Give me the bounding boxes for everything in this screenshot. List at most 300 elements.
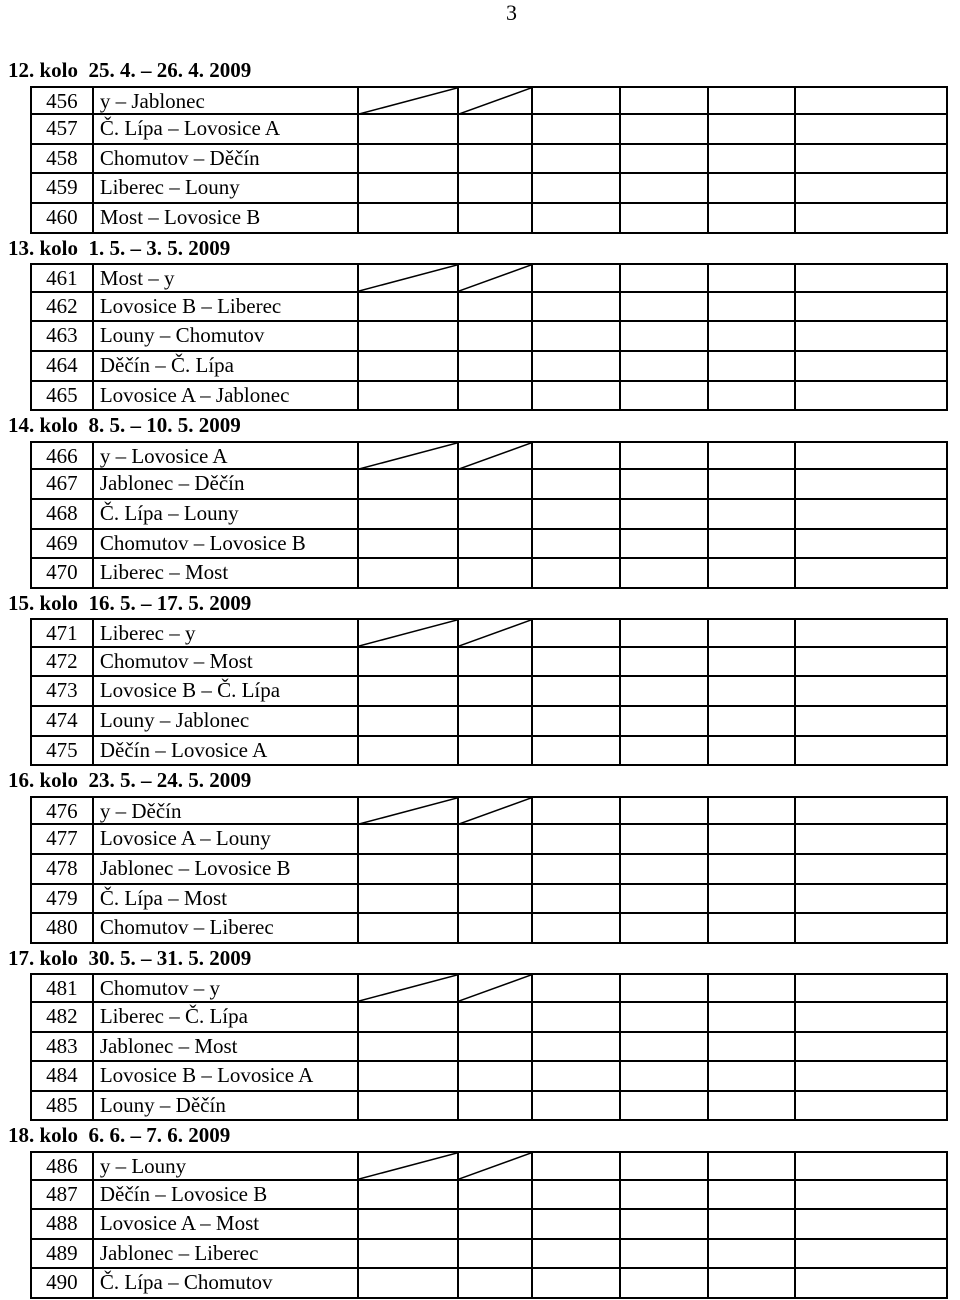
empty-cell [533, 620, 621, 646]
empty-cell [533, 88, 621, 114]
match-row [30, 737, 948, 767]
match-row [30, 1151, 948, 1181]
match-number: 477 [32, 825, 94, 853]
score-cell [459, 559, 533, 587]
empty-cell [533, 677, 621, 705]
score-cell [459, 1153, 533, 1179]
match-teams: Č. Lípa – Louny [94, 500, 359, 528]
empty-cell [796, 798, 948, 824]
match-row [30, 1210, 948, 1240]
empty-cell [621, 382, 709, 410]
empty-cell [621, 975, 709, 1001]
empty-cell [533, 322, 621, 350]
fixture-list [0, 56, 960, 1299]
empty-cell [709, 559, 797, 587]
match-row [30, 352, 948, 382]
match-row [30, 382, 948, 412]
strike-line [459, 620, 531, 646]
score-cell [359, 1062, 459, 1090]
match-number: 484 [32, 1062, 94, 1090]
match-teams: Jablonec – Děčín [94, 470, 359, 498]
score-cell [359, 559, 459, 587]
empty-cell [796, 737, 948, 765]
empty-cell [533, 1092, 621, 1120]
score-cell [459, 798, 533, 824]
match-number: 468 [32, 500, 94, 528]
empty-cell [796, 855, 948, 883]
match-teams: Liberec – Č. Lípa [94, 1003, 359, 1031]
empty-cell [709, 293, 797, 321]
match-number: 482 [32, 1003, 94, 1031]
match-teams: Chomutov – Lovosice B [94, 530, 359, 558]
empty-cell [621, 352, 709, 380]
score-cell [459, 737, 533, 765]
empty-cell [533, 975, 621, 1001]
empty-cell [796, 115, 948, 143]
empty-cell [709, 382, 797, 410]
match-row [30, 530, 948, 560]
match-number: 458 [32, 145, 94, 173]
empty-cell [709, 1033, 797, 1061]
empty-cell [621, 500, 709, 528]
score-cell [359, 500, 459, 528]
match-number: 474 [32, 707, 94, 735]
match-number: 488 [32, 1210, 94, 1238]
empty-cell [533, 737, 621, 765]
match-row [30, 1269, 948, 1299]
empty-cell [533, 1033, 621, 1061]
score-cell [459, 352, 533, 380]
empty-cell [621, 559, 709, 587]
empty-cell [621, 322, 709, 350]
match-number: 475 [32, 737, 94, 765]
match-teams: Č. Lípa – Lovosice A [94, 115, 359, 143]
empty-cell [796, 443, 948, 469]
round-header: 18. kolo 6. 6. – 7. 6. 2009 [8, 1123, 231, 1148]
empty-cell [533, 443, 621, 469]
match-number: 467 [32, 470, 94, 498]
score-cell [459, 1092, 533, 1120]
score-cell [359, 677, 459, 705]
score-cell [459, 115, 533, 143]
match-number: 486 [32, 1153, 94, 1179]
match-number: 476 [32, 798, 94, 824]
match-number: 483 [32, 1033, 94, 1061]
match-row [30, 86, 948, 116]
score-cell [459, 530, 533, 558]
empty-cell [621, 1153, 709, 1179]
score-cell [359, 975, 459, 1001]
empty-cell [533, 855, 621, 883]
round-header: 12. kolo 25. 4. – 26. 4. 2009 [8, 58, 252, 82]
empty-cell [533, 707, 621, 735]
empty-cell [533, 1062, 621, 1090]
empty-cell [709, 265, 797, 291]
score-cell [459, 1269, 533, 1297]
empty-cell [533, 1210, 621, 1238]
match-teams: Most – Lovosice B [94, 204, 359, 232]
strike-line [459, 443, 531, 469]
score-cell [359, 885, 459, 913]
empty-cell [533, 885, 621, 913]
match-teams: Lovosice B – Č. Lípa [94, 677, 359, 705]
score-cell [459, 470, 533, 498]
strike-line [359, 443, 457, 469]
match-number: 457 [32, 115, 94, 143]
empty-cell [533, 825, 621, 853]
match-teams: Louny – Děčín [94, 1092, 359, 1120]
empty-cell [533, 470, 621, 498]
score-cell [359, 855, 459, 883]
match-teams: Jablonec – Most [94, 1033, 359, 1061]
match-teams: Liberec – Most [94, 559, 359, 587]
score-cell [459, 204, 533, 232]
match-teams: Lovosice B – Liberec [94, 293, 359, 321]
empty-cell [709, 115, 797, 143]
match-number: 459 [32, 174, 94, 202]
match-row [30, 1062, 948, 1092]
empty-cell [709, 204, 797, 232]
empty-cell [533, 1240, 621, 1268]
empty-cell [533, 1153, 621, 1179]
match-row [30, 470, 948, 500]
match-number: 465 [32, 382, 94, 410]
empty-cell [709, 914, 797, 942]
empty-cell [796, 1153, 948, 1179]
score-cell [359, 293, 459, 321]
score-cell [459, 1062, 533, 1090]
match-teams: y – Louny [94, 1153, 359, 1179]
score-cell [359, 115, 459, 143]
match-row [30, 648, 948, 678]
empty-cell [709, 352, 797, 380]
score-cell [359, 620, 459, 646]
round-header: 17. kolo 30. 5. – 31. 5. 2009 [8, 945, 252, 970]
empty-cell [709, 1003, 797, 1031]
empty-cell [709, 677, 797, 705]
empty-cell [796, 620, 948, 646]
empty-cell [709, 798, 797, 824]
empty-cell [621, 115, 709, 143]
score-cell [359, 737, 459, 765]
empty-cell [621, 1003, 709, 1031]
score-cell [459, 322, 533, 350]
empty-cell [621, 707, 709, 735]
round-header: 16. kolo 23. 5. – 24. 5. 2009 [8, 768, 252, 793]
match-number: 464 [32, 352, 94, 380]
empty-cell [709, 530, 797, 558]
match-row [30, 973, 948, 1003]
empty-cell [709, 1269, 797, 1297]
score-cell [459, 265, 533, 291]
match-row [30, 500, 948, 530]
score-cell [459, 293, 533, 321]
empty-cell [709, 88, 797, 114]
empty-cell [709, 648, 797, 676]
empty-cell [709, 322, 797, 350]
empty-cell [709, 885, 797, 913]
score-cell [359, 648, 459, 676]
empty-cell [621, 914, 709, 942]
empty-cell [796, 1210, 948, 1238]
empty-cell [621, 648, 709, 676]
empty-cell [533, 798, 621, 824]
score-cell [359, 1240, 459, 1268]
empty-cell [796, 382, 948, 410]
empty-cell [796, 1033, 948, 1061]
match-row [30, 855, 948, 885]
empty-cell [796, 145, 948, 173]
score-cell [459, 174, 533, 202]
empty-cell [796, 174, 948, 202]
match-teams: Chomutov – Liberec [94, 914, 359, 942]
score-cell [359, 352, 459, 380]
empty-cell [621, 677, 709, 705]
empty-cell [621, 825, 709, 853]
empty-cell [709, 145, 797, 173]
score-cell [359, 174, 459, 202]
empty-cell [709, 737, 797, 765]
empty-cell [796, 1062, 948, 1090]
match-teams: Liberec – y [94, 620, 359, 646]
score-cell [359, 443, 459, 469]
empty-cell [709, 975, 797, 1001]
empty-cell [533, 648, 621, 676]
match-teams: Louny – Jablonec [94, 707, 359, 735]
empty-cell [621, 1269, 709, 1297]
score-cell [459, 1210, 533, 1238]
match-row [30, 559, 948, 589]
match-teams: Děčín – Lovosice B [94, 1181, 359, 1209]
score-cell [359, 145, 459, 173]
score-cell [359, 825, 459, 853]
match-teams: Lovosice A – Louny [94, 825, 359, 853]
match-row [30, 204, 948, 234]
match-number: 490 [32, 1269, 94, 1297]
match-row [30, 441, 948, 471]
match-row [30, 1181, 948, 1211]
empty-cell [533, 1181, 621, 1209]
empty-cell [796, 885, 948, 913]
score-cell [459, 145, 533, 173]
score-cell [359, 1181, 459, 1209]
match-number: 462 [32, 293, 94, 321]
match-number: 480 [32, 914, 94, 942]
match-row [30, 115, 948, 145]
empty-cell [621, 855, 709, 883]
match-row [30, 145, 948, 175]
match-row [30, 825, 948, 855]
empty-cell [621, 145, 709, 173]
empty-cell [796, 825, 948, 853]
empty-cell [709, 1153, 797, 1179]
empty-cell [796, 530, 948, 558]
strike-line [359, 88, 457, 114]
score-cell [359, 265, 459, 291]
match-row [30, 1033, 948, 1063]
empty-cell [533, 1269, 621, 1297]
match-teams: y – Jablonec [94, 88, 359, 114]
match-number: 463 [32, 322, 94, 350]
score-cell [459, 382, 533, 410]
match-number: 485 [32, 1092, 94, 1120]
match-teams: Louny – Chomutov [94, 322, 359, 350]
empty-cell [533, 293, 621, 321]
match-number: 471 [32, 620, 94, 646]
match-number: 472 [32, 648, 94, 676]
score-cell [359, 470, 459, 498]
empty-cell [796, 559, 948, 587]
match-row [30, 677, 948, 707]
score-cell [459, 648, 533, 676]
empty-cell [796, 204, 948, 232]
empty-cell [621, 88, 709, 114]
match-teams: Jablonec – Liberec [94, 1240, 359, 1268]
empty-cell [796, 322, 948, 350]
empty-cell [533, 265, 621, 291]
empty-cell [796, 1003, 948, 1031]
round-header: 14. kolo 8. 5. – 10. 5. 2009 [8, 413, 241, 438]
match-number: 460 [32, 204, 94, 232]
match-teams: Liberec – Louny [94, 174, 359, 202]
score-cell [459, 975, 533, 1001]
empty-cell [709, 470, 797, 498]
empty-cell [533, 530, 621, 558]
empty-cell [533, 382, 621, 410]
empty-cell [621, 798, 709, 824]
match-teams: Č. Lípa – Most [94, 885, 359, 913]
match-teams: Chomutov – Děčín [94, 145, 359, 173]
score-cell [359, 1153, 459, 1179]
match-number: 487 [32, 1181, 94, 1209]
match-teams: Děčín – Č. Lípa [94, 352, 359, 380]
match-row [30, 707, 948, 737]
page-number: 3 [506, 0, 517, 25]
empty-cell [709, 855, 797, 883]
match-row [30, 885, 948, 915]
score-cell [359, 88, 459, 114]
match-number: 481 [32, 975, 94, 1001]
empty-cell [709, 174, 797, 202]
empty-cell [796, 1269, 948, 1297]
empty-cell [533, 352, 621, 380]
score-cell [359, 914, 459, 942]
empty-cell [533, 204, 621, 232]
empty-cell [709, 443, 797, 469]
match-number: 456 [32, 88, 94, 114]
empty-cell [709, 1092, 797, 1120]
score-cell [459, 1181, 533, 1209]
match-teams: Lovosice B – Lovosice A [94, 1062, 359, 1090]
match-teams: Most – y [94, 265, 359, 291]
empty-cell [621, 1210, 709, 1238]
empty-cell [796, 500, 948, 528]
empty-cell [621, 1092, 709, 1120]
empty-cell [621, 737, 709, 765]
empty-cell [796, 975, 948, 1001]
score-cell [359, 707, 459, 735]
score-cell [359, 530, 459, 558]
strike-line [359, 975, 457, 1001]
empty-cell [709, 500, 797, 528]
match-teams: Děčín – Lovosice A [94, 737, 359, 765]
match-row [30, 914, 948, 944]
empty-cell [533, 914, 621, 942]
empty-cell [796, 914, 948, 942]
empty-cell [796, 707, 948, 735]
round-header: 15. kolo 16. 5. – 17. 5. 2009 [8, 590, 252, 615]
score-cell [359, 798, 459, 824]
score-cell [459, 620, 533, 646]
empty-cell [709, 1062, 797, 1090]
match-teams: Chomutov – y [94, 975, 359, 1001]
match-number: 466 [32, 443, 94, 469]
round-header: 13. kolo 1. 5. – 3. 5. 2009 [8, 235, 231, 260]
score-cell [459, 677, 533, 705]
strike-line [359, 620, 457, 646]
empty-cell [621, 1181, 709, 1209]
strike-line [359, 798, 457, 824]
match-number: 461 [32, 265, 94, 291]
score-cell [459, 1033, 533, 1061]
match-teams: Chomutov – Most [94, 648, 359, 676]
empty-cell [709, 1210, 797, 1238]
score-cell [359, 322, 459, 350]
match-row [30, 796, 948, 826]
empty-cell [796, 1181, 948, 1209]
score-cell [459, 825, 533, 853]
match-number: 478 [32, 855, 94, 883]
empty-cell [621, 470, 709, 498]
empty-cell [796, 293, 948, 321]
empty-cell [621, 1240, 709, 1268]
empty-cell [621, 530, 709, 558]
match-row [30, 618, 948, 648]
empty-cell [621, 1062, 709, 1090]
empty-cell [533, 174, 621, 202]
score-cell [459, 914, 533, 942]
score-cell [359, 1269, 459, 1297]
match-row [30, 263, 948, 293]
empty-cell [709, 1240, 797, 1268]
strike-line [459, 88, 531, 114]
match-row [30, 1003, 948, 1033]
empty-cell [621, 204, 709, 232]
strike-line [459, 265, 531, 291]
match-teams: Lovosice A – Jablonec [94, 382, 359, 410]
empty-cell [533, 500, 621, 528]
match-row [30, 293, 948, 323]
empty-cell [621, 443, 709, 469]
empty-cell [709, 825, 797, 853]
score-cell [459, 885, 533, 913]
match-teams: Jablonec – Lovosice B [94, 855, 359, 883]
empty-cell [621, 620, 709, 646]
score-cell [359, 382, 459, 410]
empty-cell [621, 293, 709, 321]
empty-cell [533, 115, 621, 143]
score-cell [459, 443, 533, 469]
empty-cell [533, 1003, 621, 1031]
empty-cell [709, 707, 797, 735]
score-cell [459, 1003, 533, 1031]
strike-line [359, 1153, 457, 1179]
empty-cell [796, 88, 948, 114]
match-row [30, 322, 948, 352]
score-cell [359, 204, 459, 232]
match-number: 473 [32, 677, 94, 705]
match-number: 479 [32, 885, 94, 913]
